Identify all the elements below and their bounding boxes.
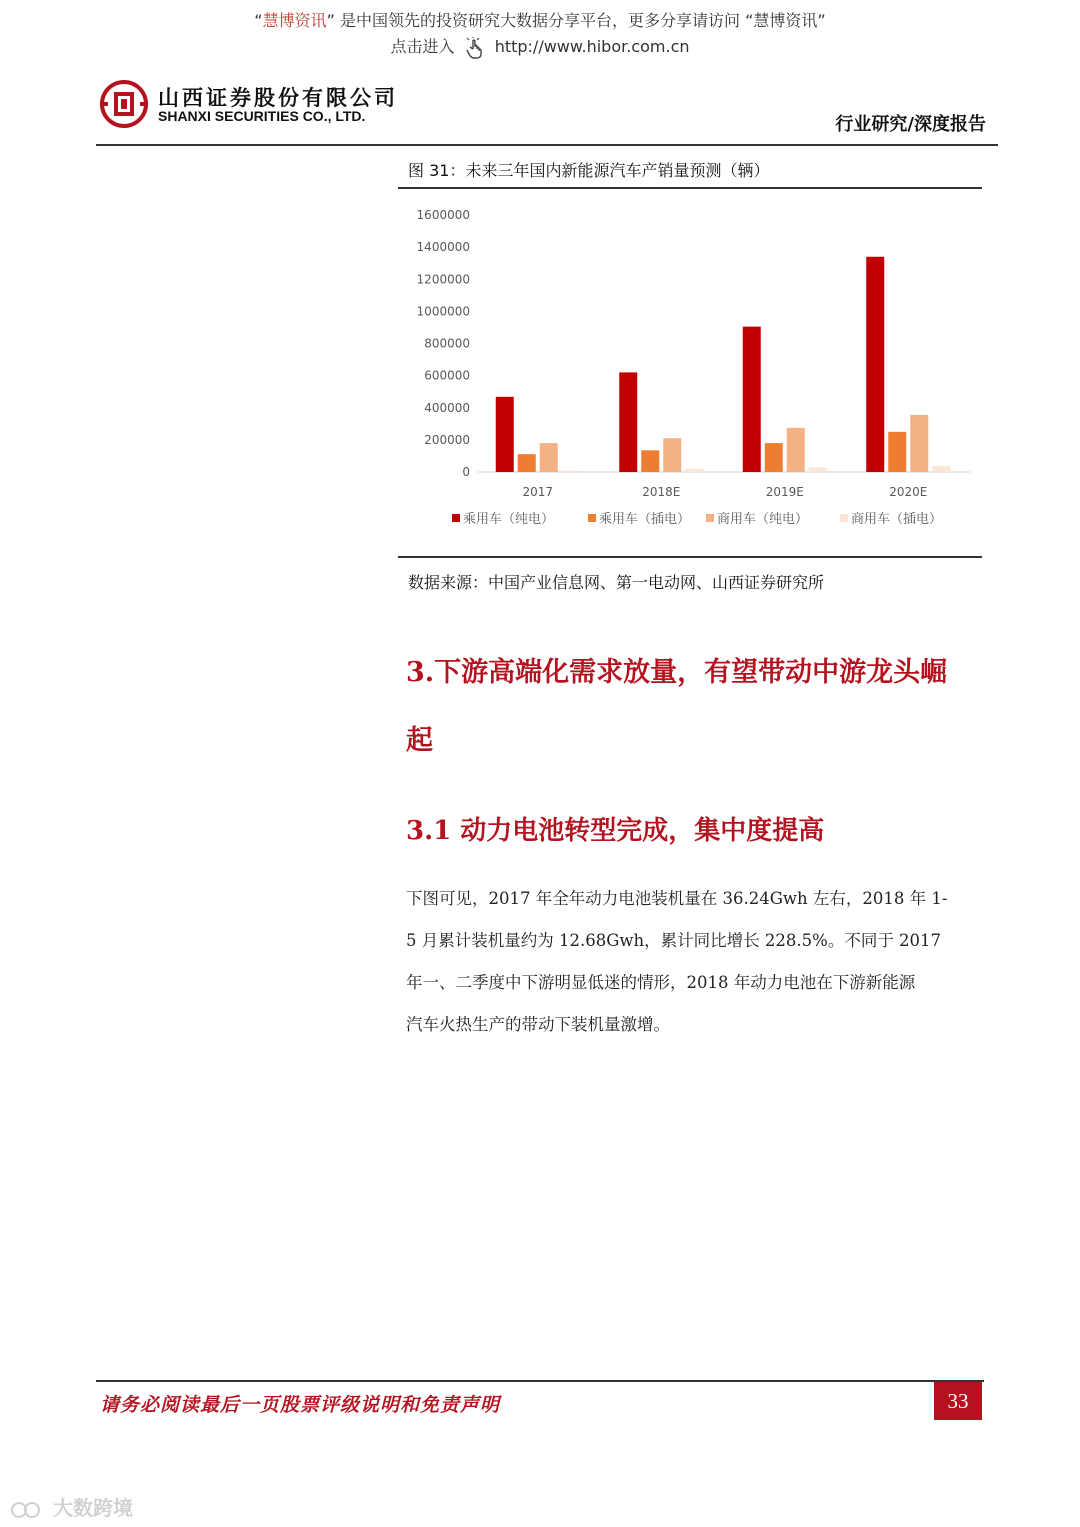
promo-text: 是中国领先的投资研究大数据分享平台，更多分享请访问 [339, 11, 740, 30]
x-tick-label: 2019E [765, 485, 804, 499]
bar [743, 327, 761, 472]
legend-swatch [706, 514, 714, 522]
quote-open-2: “ [745, 11, 754, 30]
paragraph-line-1: 下图可见，2017 年全年动力电池装机量在 36.24Gwh 左右，2018 年 1- [406, 889, 948, 908]
watermark-text: 大数跨境 [52, 1496, 133, 1520]
header-divider [96, 144, 998, 146]
promo-enter-label: 点击进入 [390, 37, 455, 56]
legend-swatch [588, 514, 596, 522]
quote-open: “ [254, 11, 263, 30]
bar [540, 443, 558, 472]
company-logo [100, 80, 148, 128]
figure-source: 数据来源：中国产业信息网、第一电动网、山西证券研究所 [408, 573, 825, 592]
subsection-heading: 3.1 动力电池转型完成，集中度提高 [406, 816, 825, 846]
paragraph-line-4: 汽车火热生产的带动下装机量激增。 [406, 1015, 670, 1034]
paragraph-line-3: 年一、二季度中下游明显低迷的情形，2018 年动力电池在下游新能源 [406, 973, 916, 992]
bar [910, 415, 928, 472]
bar-chart [398, 195, 982, 550]
watermark-logo-icon [10, 1500, 46, 1520]
company-name-en: SHANXI SECURITIES CO., LTD. [158, 108, 366, 124]
page-number: 33 [934, 1382, 982, 1420]
bar [685, 469, 703, 472]
legend-label: 商用车（纯电） [717, 512, 809, 527]
bar [787, 428, 805, 472]
bar [619, 372, 637, 472]
section-heading-line-2: 起 [406, 725, 433, 756]
company-name-cn: 山西证券股份有限公司 [158, 86, 398, 110]
figure-title: 图 31：未来三年国内新能源汽车产销量预测（辆） [408, 161, 770, 180]
legend-label: 乘用车（插电） [599, 512, 691, 527]
legend-label: 商用车（插电） [851, 512, 943, 527]
footer-divider [96, 1380, 984, 1382]
y-tick-label: 1400000 [416, 240, 470, 255]
bar [518, 454, 536, 472]
figure-bottom-rule [398, 556, 982, 558]
legend-label: 乘用车（纯电） [463, 512, 555, 527]
promo-brand-2[interactable]: 慧博资讯 [753, 11, 818, 30]
bar [866, 257, 884, 472]
y-tick-label: 0 [462, 465, 470, 479]
footer-disclaimer: 请务必阅读最后一页股票评级说明和免责声明 [100, 1394, 501, 1416]
promo-line-1 [0, 8, 1080, 31]
quote-close-2: ” [817, 11, 826, 30]
y-tick-label: 600000 [424, 368, 470, 383]
quote-close: ” [326, 11, 335, 30]
promo-url-link[interactable]: http://www.hibor.com.cn [494, 37, 690, 56]
report-type: 行业研究/深度报告 [835, 114, 986, 135]
promo-brand[interactable]: 慧博资讯 [262, 11, 327, 30]
bar [562, 471, 580, 472]
y-tick-label: 1000000 [416, 304, 470, 319]
bar [888, 432, 906, 472]
x-tick-label: 2020E [889, 485, 928, 499]
bar [496, 397, 514, 472]
y-tick-label: 400000 [424, 400, 470, 415]
figure-top-rule [398, 187, 982, 189]
x-tick-label: 2017 [522, 485, 554, 499]
legend-swatch [452, 514, 460, 522]
pointer-hand-icon [464, 37, 486, 59]
y-tick-label: 1600000 [416, 208, 470, 222]
bar [765, 443, 783, 472]
watermark [10, 1492, 133, 1521]
y-tick-label: 1200000 [416, 272, 470, 287]
legend-swatch [840, 514, 848, 522]
bar [663, 438, 681, 472]
section-heading-line-1: 3.下游高端化需求放量，有望带动中游龙头崛 [406, 657, 948, 688]
x-tick-label: 2018E [642, 485, 681, 499]
promo-line-2 [0, 34, 1080, 59]
paragraph-line-2: 5 月累计装机量约为 12.68Gwh，累计同比增长 228.5%。不同于 2017 [406, 931, 942, 950]
bar [809, 468, 827, 472]
bar [641, 450, 659, 472]
y-tick-label: 800000 [424, 336, 470, 351]
y-tick-label: 200000 [424, 432, 470, 447]
bar [932, 466, 950, 472]
